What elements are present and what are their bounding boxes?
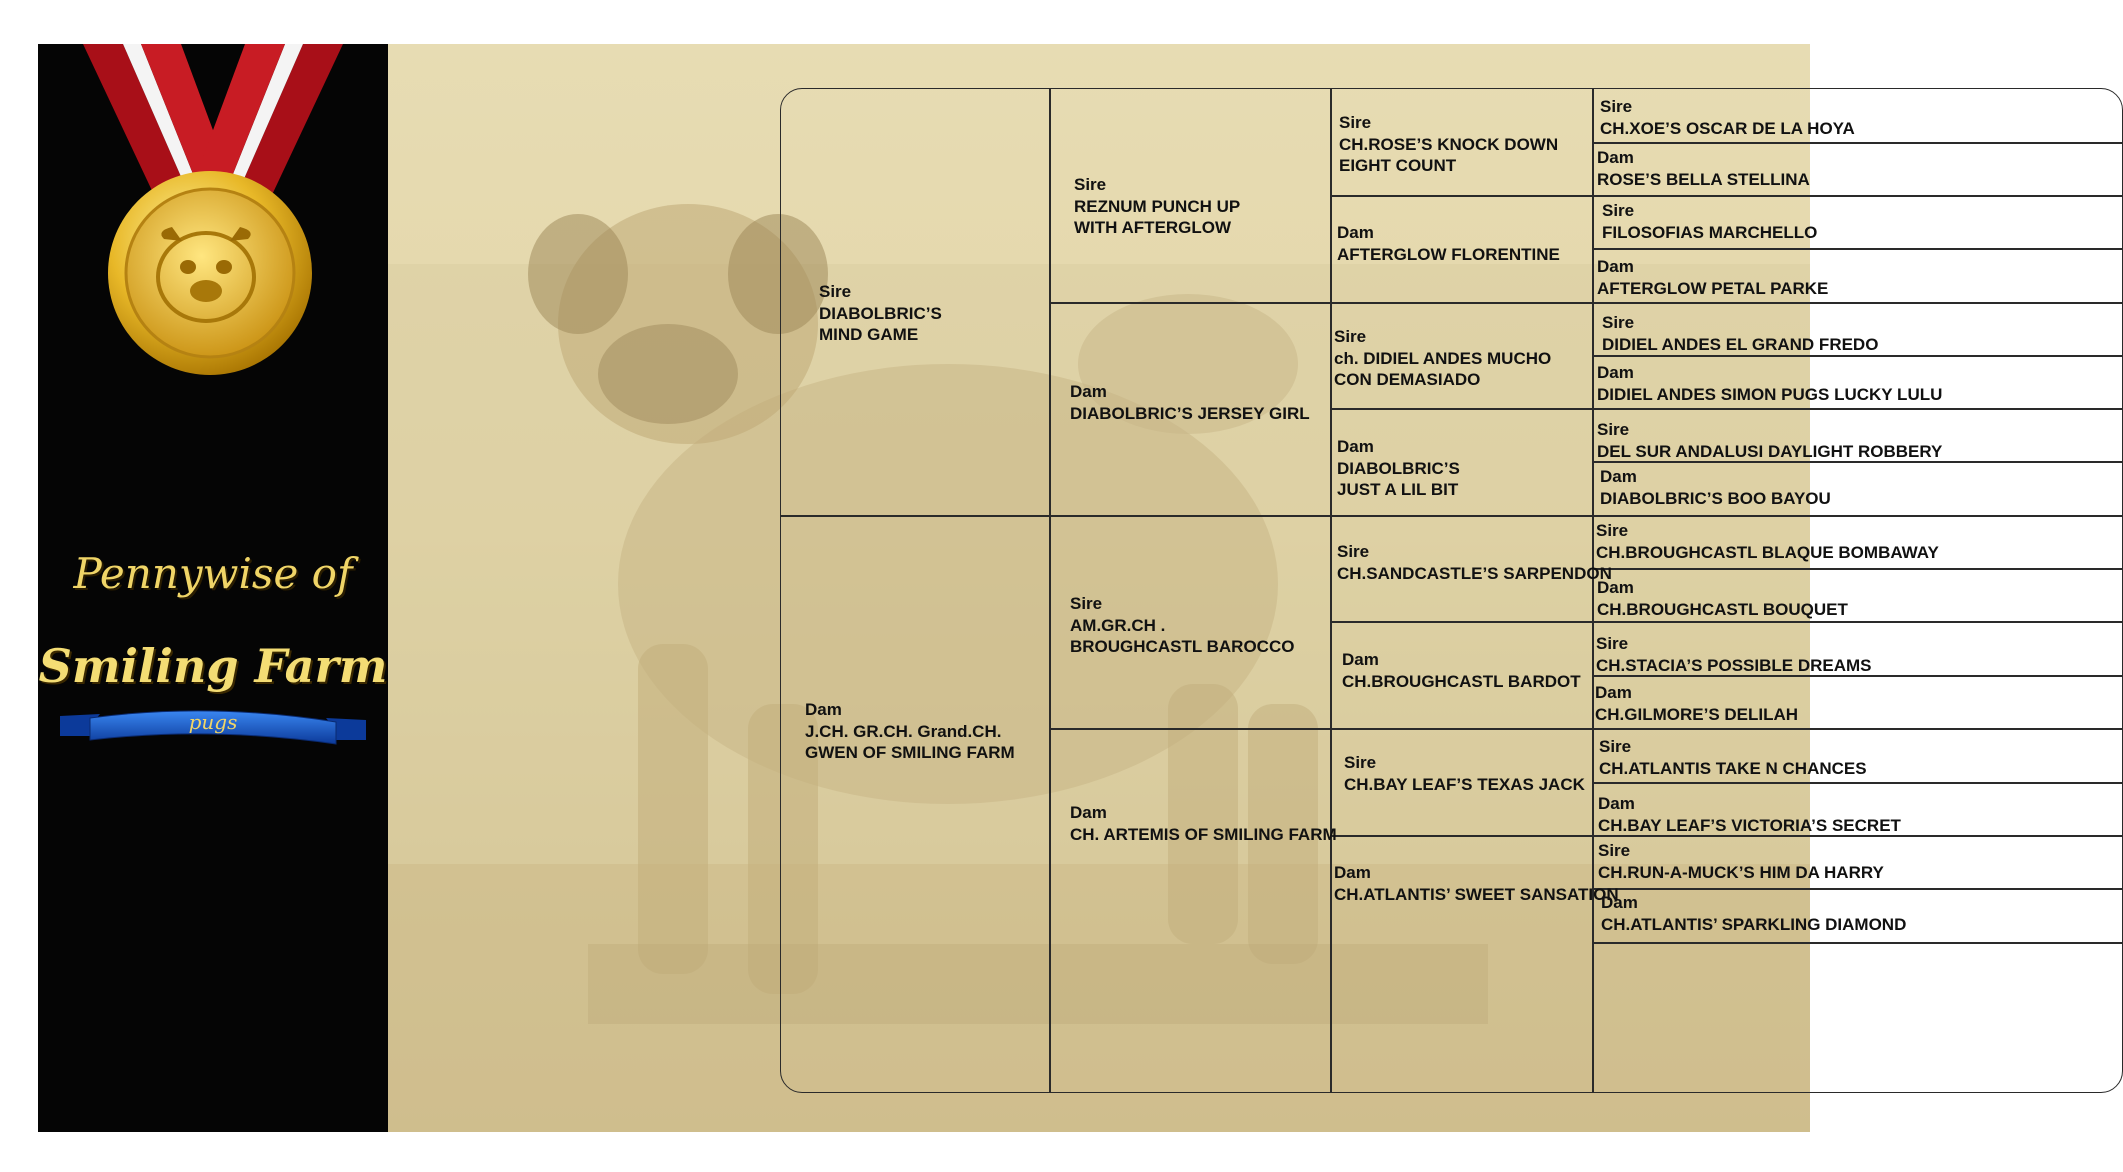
gen4-role: Dam bbox=[1598, 794, 1635, 813]
gen3-cell bbox=[1334, 326, 1551, 391]
gen4-cell bbox=[1598, 793, 1901, 836]
gen4-cell bbox=[1596, 633, 1872, 676]
gen4-name: CH.XOE’S OSCAR DE LA HOYA bbox=[1600, 118, 1855, 138]
gen4-role: Sire bbox=[1596, 634, 1629, 653]
pedigree-grid bbox=[780, 88, 2123, 1093]
gen4-cell bbox=[1597, 577, 1848, 620]
gen3-role: Sire bbox=[1334, 327, 1367, 346]
gold-medal-icon bbox=[106, 169, 314, 377]
sire-role: Sire bbox=[819, 282, 852, 301]
sire-cell bbox=[819, 281, 942, 346]
gen2-cell bbox=[1070, 381, 1310, 424]
dam-role: Dam bbox=[805, 700, 842, 719]
gen4-name: DIDIEL ANDES EL GRAND FREDO bbox=[1602, 334, 1879, 354]
gen2-cell bbox=[1070, 802, 1337, 845]
gen4-name: DEL SUR ANDALUSI DAYLIGHT ROBBERY bbox=[1597, 441, 1943, 461]
gen4-role: Sire bbox=[1602, 201, 1635, 220]
gen4-name: CH.BROUGHCASTL BOUQUET bbox=[1597, 599, 1848, 619]
gen4-role: Sire bbox=[1602, 313, 1635, 332]
gen2-name: REZNUM PUNCH UP WITH AFTERGLOW bbox=[1074, 196, 1241, 237]
gen4-role: Sire bbox=[1600, 97, 1633, 116]
gen3-cell bbox=[1337, 541, 1612, 584]
gen4-role: Dam bbox=[1597, 363, 1634, 382]
gen3-role: Dam bbox=[1342, 650, 1379, 669]
gen4-name: CH.GILMORE’S DELILAH bbox=[1595, 704, 1799, 724]
gen3-name: CH.ATLANTIS’ SWEET SANSATION bbox=[1334, 884, 1619, 904]
gen4-role: Dam bbox=[1597, 578, 1634, 597]
gen2-role: Sire bbox=[1070, 594, 1103, 613]
gen4-name: AFTERGLOW PETAL PARKE bbox=[1597, 278, 1829, 298]
gen4-name: CH.ATLANTIS TAKE N CHANCES bbox=[1599, 758, 1867, 778]
gen4-cell bbox=[1597, 256, 1828, 299]
gen2-name: CH. ARTEMIS OF SMILING FARM bbox=[1070, 824, 1337, 844]
gen4-name: CH.STACIA’S POSSIBLE DREAMS bbox=[1596, 655, 1872, 675]
gen4-name: ROSE’S BELLA STELLINA bbox=[1597, 169, 1810, 189]
gen3-name: CH.BAY LEAF’S TEXAS JACK bbox=[1344, 774, 1585, 794]
sidebar-panel bbox=[38, 44, 388, 1132]
gen3-role: Sire bbox=[1337, 542, 1370, 561]
gen3-role: Sire bbox=[1339, 113, 1372, 132]
gen4-role: Sire bbox=[1596, 521, 1629, 540]
gen4-name: CH.BROUGHCASTL BLAQUE BOMBAWAY bbox=[1596, 542, 1939, 562]
kennel-brand-name: Smiling Farm bbox=[38, 639, 388, 693]
dam-cell bbox=[805, 699, 1015, 764]
gen3-name: CH.BROUGHCASTL BARDOT bbox=[1342, 671, 1581, 691]
gen3-role: Dam bbox=[1337, 437, 1374, 456]
gen4-role: Sire bbox=[1598, 841, 1631, 860]
gen3-cell bbox=[1342, 649, 1581, 692]
kennel-brand-subtitle: pugs bbox=[188, 710, 238, 734]
gen4-name: CH.RUN-A-MUCK’S HIM DA HARRY bbox=[1598, 862, 1884, 882]
gen2-name: AM.GR.CH . BROUGHCASTL BAROCCO bbox=[1070, 615, 1295, 656]
blue-ribbon-banner bbox=[60, 696, 366, 774]
gen4-cell bbox=[1602, 312, 1878, 355]
gen4-name: CH.ATLANTIS’ SPARKLING DIAMOND bbox=[1601, 914, 1907, 934]
gen3-role: Dam bbox=[1337, 223, 1374, 242]
gen3-cell bbox=[1337, 222, 1560, 265]
dam-name: J.CH. GR.CH. Grand.CH. GWEN OF SMILING FARM bbox=[805, 721, 1015, 762]
gen4-cell bbox=[1597, 419, 1942, 462]
gen4-cell bbox=[1598, 840, 1884, 883]
gen4-cell bbox=[1601, 892, 1906, 935]
gen2-name: DIABOLBRIC’S JERSEY GIRL bbox=[1070, 403, 1310, 423]
gen4-role: Sire bbox=[1599, 737, 1632, 756]
gen4-role: Sire bbox=[1597, 420, 1630, 439]
gen3-name: CH.SANDCASTLE’S SARPENDON bbox=[1337, 563, 1612, 583]
gen2-role: Dam bbox=[1070, 803, 1107, 822]
gen3-name: DIABOLBRIC’S JUST A LIL BIT bbox=[1337, 458, 1460, 499]
gen3-cell bbox=[1337, 436, 1460, 501]
gen2-role: Sire bbox=[1074, 175, 1107, 194]
kennel-title-script: Pennywise of bbox=[73, 549, 353, 598]
gen4-cell bbox=[1595, 682, 1798, 725]
gen3-name: CH.ROSE’S KNOCK DOWN EIGHT COUNT bbox=[1339, 134, 1559, 175]
gen3-role: Sire bbox=[1344, 753, 1377, 772]
pedigree-area bbox=[388, 44, 1943, 1132]
gen3-name: AFTERGLOW FLORENTINE bbox=[1337, 244, 1560, 264]
gen4-name: DIABOLBRIC’S BOO BAYOU bbox=[1600, 488, 1831, 508]
gen3-name: ch. DIDIEL ANDES MUCHO CON DEMASIADO bbox=[1334, 348, 1552, 389]
gen4-cell bbox=[1599, 736, 1867, 779]
gen2-role: Dam bbox=[1070, 382, 1107, 401]
gen4-name: DIDIEL ANDES SIMON PUGS LUCKY LULU bbox=[1597, 384, 1943, 404]
gen3-cell bbox=[1344, 752, 1585, 795]
gen4-role: Dam bbox=[1601, 893, 1638, 912]
gen4-cell bbox=[1597, 362, 1942, 405]
gen4-role: Dam bbox=[1597, 257, 1634, 276]
gen2-cell bbox=[1074, 174, 1240, 239]
gen4-name: FILOSOFIAS MARCHELLO bbox=[1602, 222, 1818, 242]
gen4-cell bbox=[1602, 200, 1817, 243]
gen4-name: CH.BAY LEAF’S VICTORIA’S SECRET bbox=[1598, 815, 1901, 835]
gen4-role: Dam bbox=[1597, 148, 1634, 167]
gen4-cell bbox=[1600, 96, 1855, 139]
gen4-cell bbox=[1596, 520, 1939, 563]
gen3-role: Dam bbox=[1334, 863, 1371, 882]
gen2-cell bbox=[1070, 593, 1294, 658]
gen3-cell bbox=[1339, 112, 1558, 177]
gen4-cell bbox=[1600, 466, 1831, 509]
gen4-cell bbox=[1597, 147, 1810, 190]
gen4-role: Dam bbox=[1600, 467, 1637, 486]
gen3-cell bbox=[1334, 862, 1619, 905]
pedigree-card bbox=[38, 44, 1943, 1132]
sire-name: DIABOLBRIC’S MIND GAME bbox=[819, 303, 942, 344]
gen4-role: Dam bbox=[1595, 683, 1632, 702]
